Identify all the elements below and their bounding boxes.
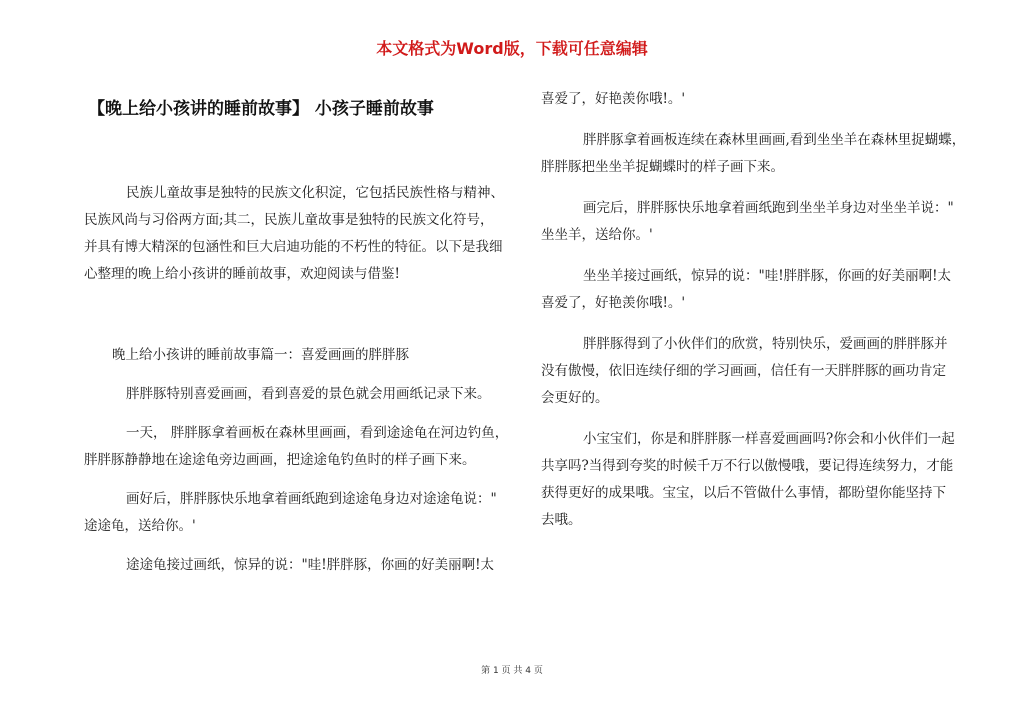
intro-line-3: 并具有博大精深的包涵性和巨大启迪功能的不朽性的特征。以下是我细 — [84, 239, 503, 255]
paragraph-line: 喜爱了，好艳羡你哦!。' — [541, 91, 686, 107]
intro-line-2: 民族风尚与习俗两方面;其二，民族儿童故事是独特的民族文化符号， — [84, 212, 494, 228]
section-heading: 晚上给小孩讲的睡前故事篇一：喜爱画画的胖胖豚 — [112, 347, 409, 363]
paragraph-line: 喜爱了，好艳羡你哦!。' — [541, 295, 686, 311]
paragraph-line: 会更好的。 — [541, 390, 609, 406]
paragraph: 坐坐羊接过画纸，惊异的说："哇!胖胖豚，你画的好美丽啊!太 — [583, 268, 952, 284]
document-title: 【晚上给小孩讲的睡前故事】 小孩子睡前故事 — [88, 99, 434, 119]
paragraph-line: 共享吗?当得到夸奖的时候千万不行以傲慢哦，要记得连续努力，才能 — [541, 458, 954, 474]
paragraph-line: 胖胖豚静静地在途途龟旁边画画，把途途龟钓鱼时的样子画下来。 — [84, 452, 476, 468]
paragraph-line: 坐坐羊，送给你。' — [541, 227, 653, 243]
paragraph: 小宝宝们，你是和胖胖豚一样喜爱画画吗?你会和小伙伴们一起 — [583, 431, 955, 447]
paragraph: 胖胖豚得到了小伙伴们的欣赏，特别快乐，爱画画的胖胖豚并 — [583, 336, 948, 352]
watermark-banner: 本文格式为Word版，下载可任意编辑 — [376, 39, 648, 58]
paragraph-line: 途途龟，送给你。' — [84, 518, 196, 534]
paragraph-line: 去哦。 — [541, 512, 582, 528]
paragraph-line: 胖胖豚把坐坐羊捉蝴蝶时的样子画下来。 — [541, 159, 784, 175]
paragraph: 画好后，胖胖豚快乐地拿着画纸跑到途途龟身边对途途龟说：" — [126, 491, 497, 507]
page-footer: 第 1 页 共 4 页 — [481, 666, 543, 676]
paragraph: 途途龟接过画纸，惊异的说："哇!胖胖豚，你画的好美丽啊!太 — [126, 557, 495, 573]
paragraph-line: 获得更好的成果哦。宝宝，以后不管做什么事情，都盼望你能坚持下 — [541, 485, 946, 501]
intro-line-1: 民族儿童故事是独特的民族文化积淀，它包括民族性格与精神、 — [126, 185, 504, 201]
paragraph: 胖胖豚拿着画板连续在森林里画画,看到坐坐羊在森林里捉蝴蝶， — [583, 132, 966, 148]
intro-line-4: 心整理的晚上给小孩讲的睡前故事，欢迎阅读与借鉴! — [84, 266, 400, 282]
paragraph: 画完后，胖胖豚快乐地拿着画纸跑到坐坐羊身边对坐坐羊说：" — [583, 200, 954, 216]
paragraph-line: 没有傲慢，依旧连续仔细的学习画画，信任有一天胖胖豚的画功肯定 — [541, 363, 946, 379]
right-column — [541, 86, 966, 534]
left-column — [84, 180, 514, 579]
paragraph: 一天， 胖胖豚拿着画板在森林里画画，看到途途龟在河边钓鱼， — [126, 425, 509, 441]
paragraph: 胖胖豚特别喜爱画画，看到喜爱的景色就会用画纸记录下来。 — [126, 386, 491, 402]
